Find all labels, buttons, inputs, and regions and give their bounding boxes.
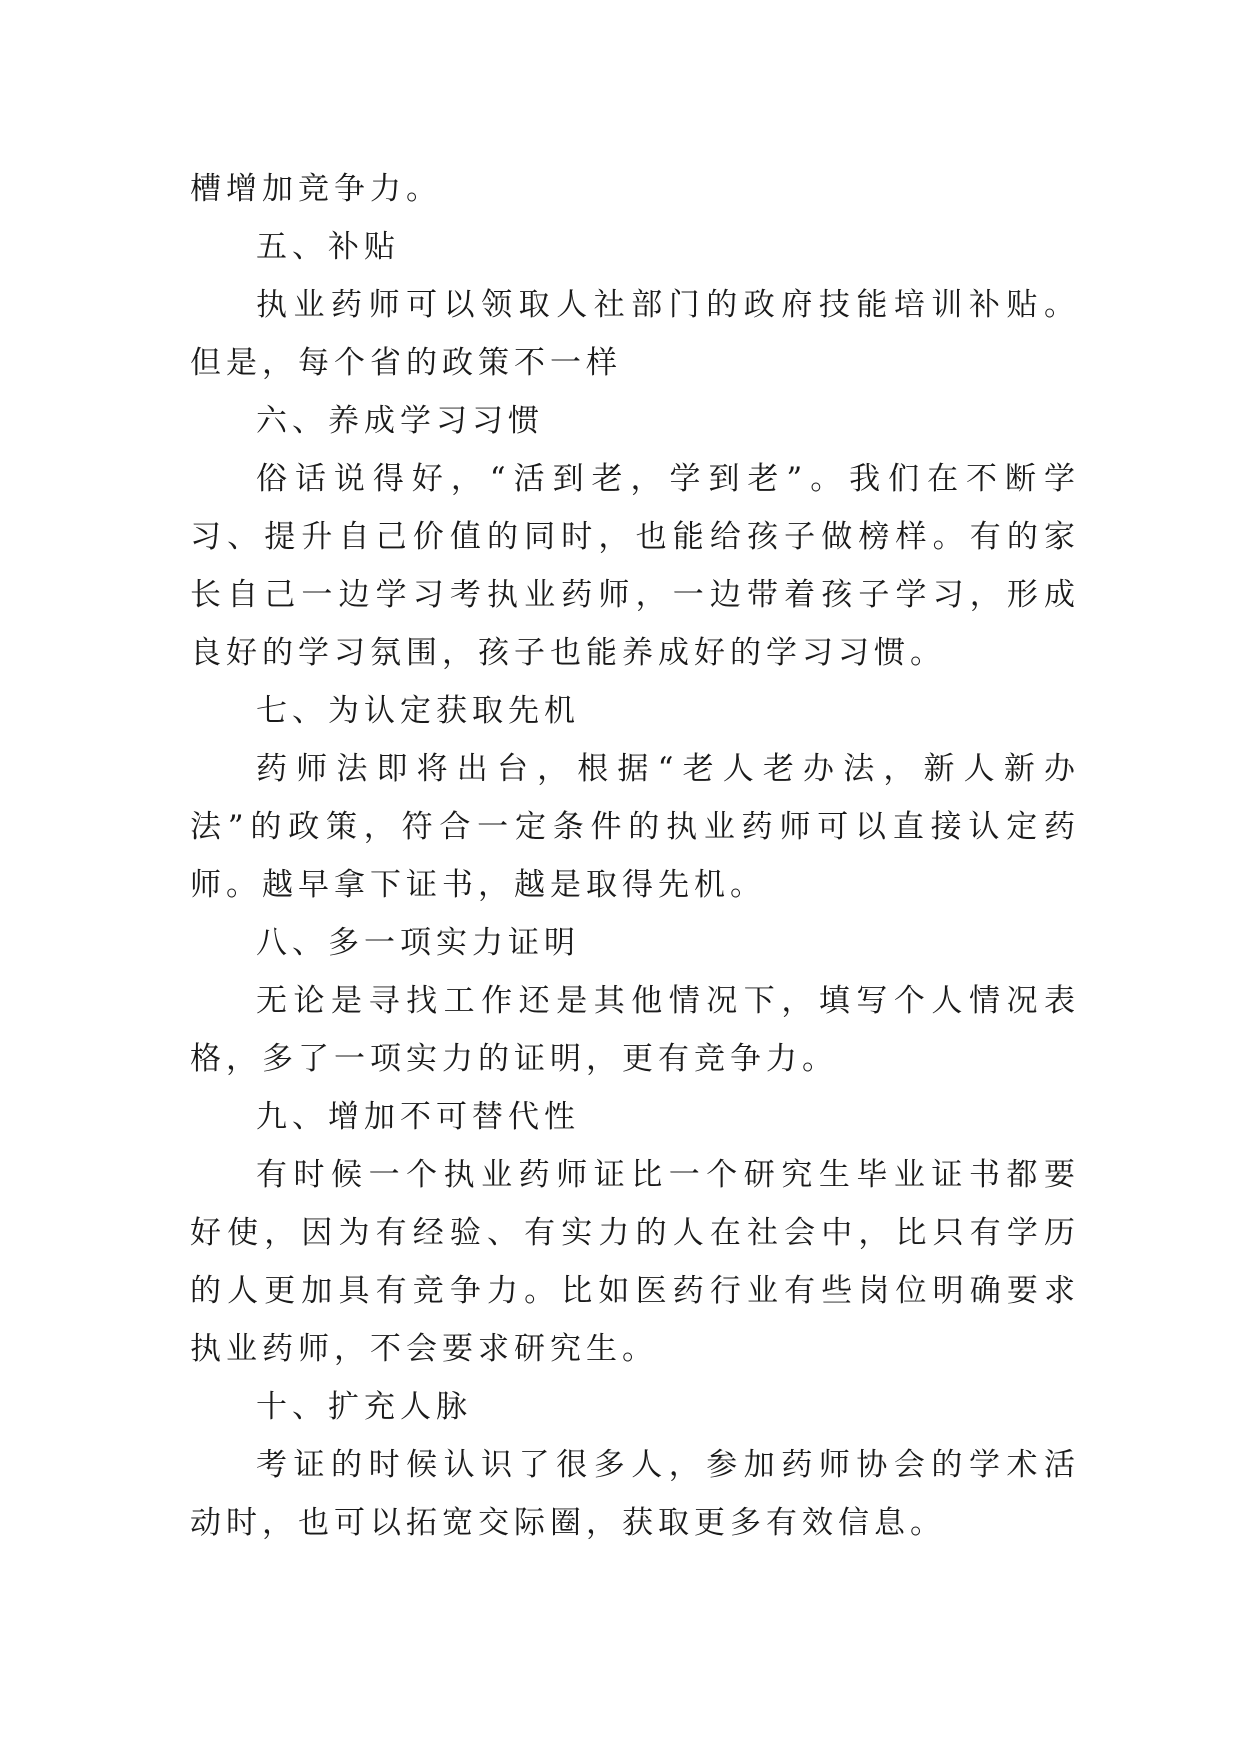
section-heading-irreplaceability: 九、增加不可替代性 bbox=[256, 1099, 580, 1135]
section-heading-certification-advantage: 七、为认定获取先机 bbox=[256, 693, 580, 729]
paragraph-certification-advantage: 药师法即将出台，根据“老人老办法，新人新办法”的政策，符合一定条件的执业药师可以直接认定药师。越早拿下证书，越是取得先机。 bbox=[190, 751, 1080, 903]
paragraph-irreplaceability: 有时候一个执业药师证比一个研究生毕业证书都要好使，因为有经验、有实力的人在社会中，比只有学历的人更加具有竞争力。比如医药行业有些岗位明确要求执业药师，不会要求研究生。 bbox=[190, 1157, 1080, 1367]
paragraph-continuation: 槽增加竞争力。 bbox=[190, 171, 442, 207]
section-heading-network: 十、扩充人脉 bbox=[256, 1389, 472, 1425]
paragraph-network: 考证的时候认识了很多人，参加药师协会的学术活动时，也可以拓宽交际圈，获取更多有效信息。 bbox=[190, 1447, 1080, 1541]
section-heading-subsidy: 五、补贴 bbox=[256, 229, 400, 265]
section-heading-learning-habit: 六、养成学习习惯 bbox=[256, 403, 544, 439]
section-heading-proof-of-ability: 八、多一项实力证明 bbox=[256, 925, 580, 961]
document-body bbox=[190, 160, 1080, 1552]
paragraph-proof-of-ability: 无论是寻找工作还是其他情况下，填写个人情况表格，多了一项实力的证明，更有竞争力。 bbox=[190, 983, 1080, 1077]
paragraph-subsidy: 执业药师可以领取人社部门的政府技能培训补贴。但是，每个省的政策不一样 bbox=[190, 287, 1080, 381]
paragraph-learning-habit: 俗话说得好，“活到老，学到老”。我们在不断学习、提升自己价值的同时，也能给孩子做榜样。有的家长自己一边学习考执业药师，一边带着孩子学习，形成良好的学习氛围，孩子也能养成好的学习习惯。 bbox=[190, 461, 1080, 671]
